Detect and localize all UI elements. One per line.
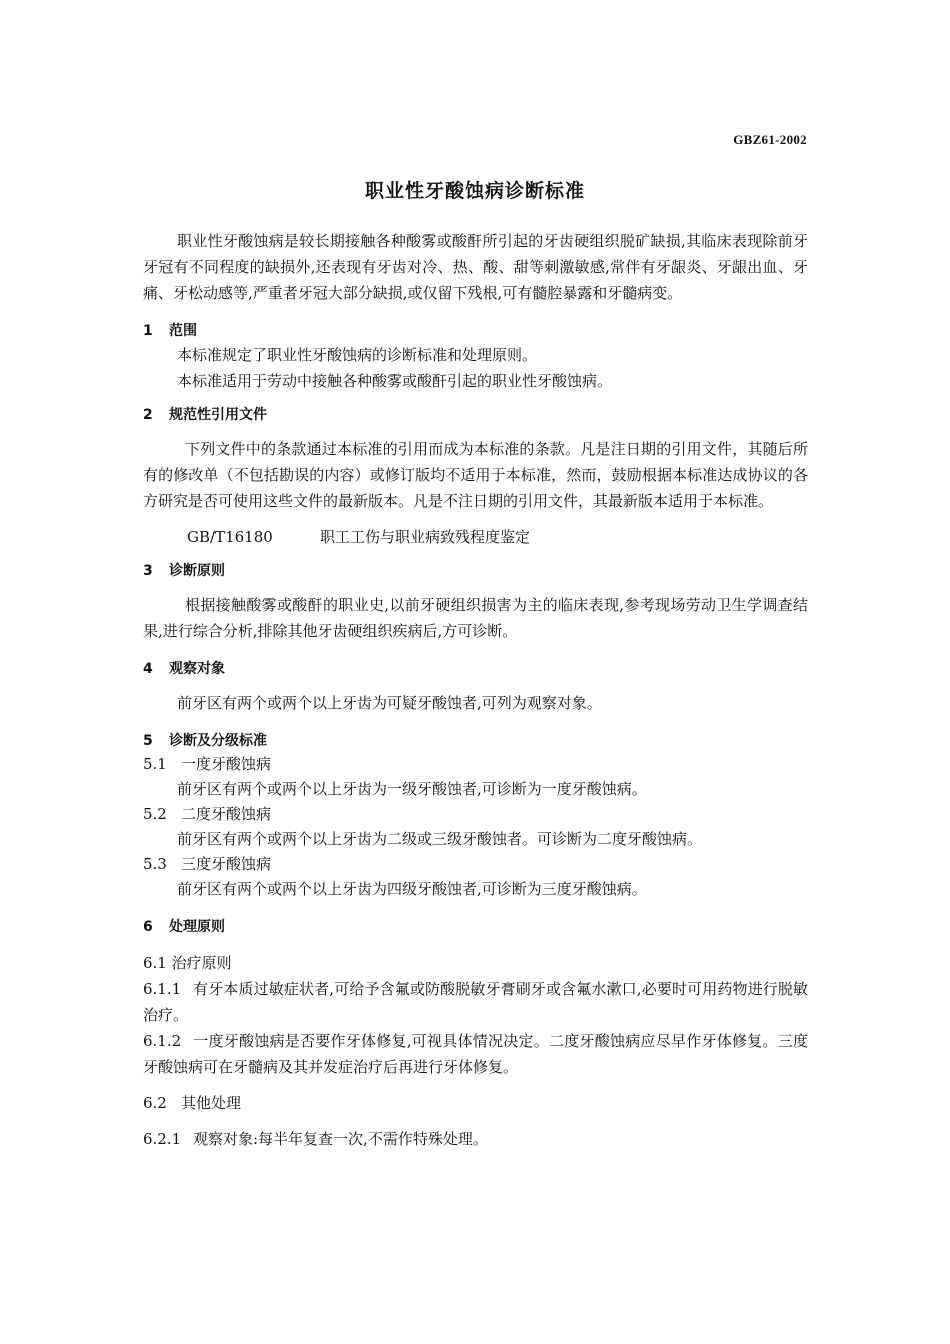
section-title: 诊断及分级标准 <box>169 733 267 749</box>
clause-number: 5.1 <box>143 755 167 773</box>
clause-heading <box>143 752 808 776</box>
clause-heading <box>143 852 808 876</box>
scope-line: 本标准适用于劳动中接触各种酸雾或酸酐引起的职业性牙酸蚀病。 <box>177 372 613 390</box>
clause-title: 其他处理 <box>181 1094 242 1112</box>
section-number: 4 <box>143 661 153 677</box>
section-title: 处理原则 <box>169 919 225 935</box>
section-heading <box>143 320 808 342</box>
reference-code: GB/T16180 <box>187 528 273 546</box>
clause-heading <box>143 1090 808 1116</box>
section-number: 2 <box>143 407 153 423</box>
section-heading <box>143 404 808 426</box>
clause-title: 二度牙酸蚀病 <box>181 805 272 823</box>
clause-text: 前牙区有两个或两个以上牙齿为二级或三级牙酸蚀者。可诊断为二度牙酸蚀病。 <box>177 830 703 848</box>
section-heading <box>143 916 808 938</box>
section-4 <box>143 658 808 716</box>
section-number: 3 <box>143 563 153 579</box>
section-number: 1 <box>143 323 153 339</box>
section-3 <box>143 560 808 644</box>
reference-entry <box>143 524 808 550</box>
section-6 <box>143 916 808 1152</box>
section-heading <box>143 658 808 680</box>
clause-number: 6.1.2 <box>143 1032 182 1050</box>
clause-number: 5.3 <box>143 855 167 873</box>
section-5 <box>143 730 808 902</box>
clause-text: 前牙区有两个或两个以上牙齿为四级牙酸蚀者,可诊断为三度牙酸蚀病。 <box>177 880 647 898</box>
section-heading <box>143 730 808 752</box>
section-heading <box>143 560 808 582</box>
clause-text: 有牙本质过敏症状者,可给予含氟或防酸脱敏牙膏刷牙或含氟水漱口,必要时可用药物进行脱敏治疗。 <box>143 980 808 1024</box>
scope-line: 本标准规定了职业性牙酸蚀病的诊断标准和处理原则。 <box>177 346 538 364</box>
section-title: 规范性引用文件 <box>169 407 267 423</box>
section-1 <box>143 320 808 394</box>
section-title: 范围 <box>169 323 197 339</box>
section-2 <box>143 404 808 550</box>
clause-paragraph <box>143 976 808 1028</box>
clause-text: 观察对象:每半年复查一次,不需作特殊处理。 <box>193 1130 488 1148</box>
document-body <box>143 228 808 1152</box>
reference-title: 职工工伤与职业病致残程度鉴定 <box>320 528 531 546</box>
document-code: GBZ61-2002 <box>733 132 807 147</box>
document-title: 职业性牙酸蚀病诊断标准 <box>364 180 585 202</box>
observation-paragraph: 前牙区有两个或两个以上牙齿为可疑牙酸蚀者,可列为观察对象。 <box>177 694 602 712</box>
clause-number: 6.2.1 <box>143 1130 182 1148</box>
clause-heading: 6.1 治疗原则 <box>143 954 232 972</box>
clause-paragraph <box>143 1028 808 1080</box>
intro-paragraph: 职业性牙酸蚀病是较长期接触各种酸雾或酸酐所引起的牙齿硬组织脱矿缺损,其临床表现除前牙牙冠有不同程度的缺损外,还表现有牙齿对冷、热、酸、甜等刺激敏感,常伴有牙龈炎、牙龈出血、牙痛、牙松动感等,严重者牙冠大部分缺损,或仅留下残根,可有髓腔暴露和牙髓病变。 <box>143 232 808 302</box>
section-title: 诊断原则 <box>169 563 225 579</box>
clause-number: 6.2 <box>143 1094 167 1112</box>
clause-text: 前牙区有两个或两个以上牙齿为一级牙酸蚀者,可诊断为一度牙酸蚀病。 <box>177 780 647 798</box>
clause-paragraph <box>143 1126 808 1152</box>
diagnosis-principle-paragraph: 根据接触酸雾或酸酐的职业史,以前牙硬组织损害为主的临床表现,参考现场劳动卫生学调查结果,进行综合分析,排除其他牙齿硬组织疾病后,方可诊断。 <box>143 596 808 640</box>
clause-number: 5.2 <box>143 805 167 823</box>
references-paragraph: 下列文件中的条款通过本标准的引用而成为本标准的条款。凡是注日期的引用文件，其随后所有的修改单（不包括勘误的内容）或修订版均不适用于本标准，然而，鼓励根据本标准达成协议的各方研究是否可使用这些文件的最新版本。凡是不注日期的引用文件，其最新版本适用于本标准。 <box>143 440 808 510</box>
clause-title: 三度牙酸蚀病 <box>181 855 272 873</box>
section-number: 5 <box>143 733 153 749</box>
clause-title: 一度牙酸蚀病 <box>181 755 272 773</box>
section-title: 观察对象 <box>169 661 225 677</box>
clause-heading <box>143 802 808 826</box>
clause-number: 6.1.1 <box>143 980 182 998</box>
section-number: 6 <box>143 919 153 935</box>
clause-text: 一度牙酸蚀病是否要作牙体修复,可视具体情况决定。二度牙酸蚀病应尽早作牙体修复。三度牙酸蚀病可在牙髓病及其并发症治疗后再进行牙体修复。 <box>143 1032 808 1076</box>
